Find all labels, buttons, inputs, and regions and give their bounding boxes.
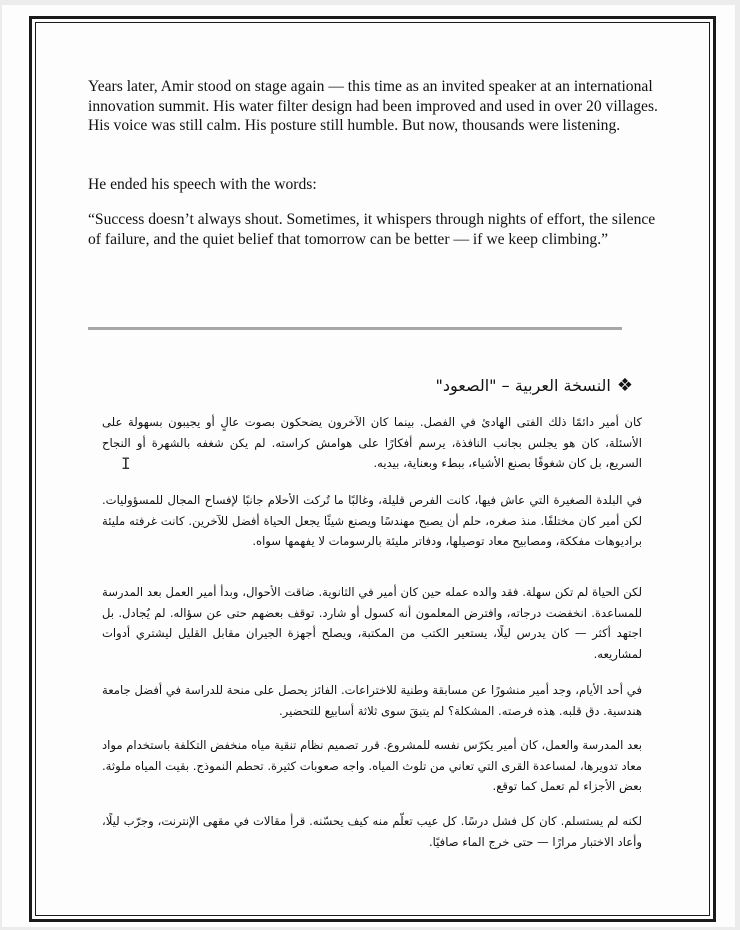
text-cursor-icon: I bbox=[121, 454, 131, 473]
english-paragraph-1: Years later, Amir stood on stage again — this time as an invited speaker at an international innovation summit. His water filter design had been improved and used in over 20 villages. His voice was still calm. His posture still humble. But now, thousands were listening. bbox=[88, 78, 658, 134]
document-page bbox=[2, 5, 735, 927]
arabic-paragraph-4: في أحد الأيام، وجد أمير منشورًا عن مسابقة وطنية للاختراعات. الفائز يحصل على منحة للدراسة في أفضل جامعة هندسية. دق قلبه. هذه فرصته. المشكلة؟ لم يتبقَ سوى ثلاثة أسابيع للتحضير. bbox=[102, 683, 642, 718]
arabic-title-text: النسخة العربية – "الصعود" bbox=[435, 376, 611, 395]
arabic-paragraph-5: بعد المدرسة والعمل، كان أمير يكرّس نفسه للمشروع. قرر تصميم نظام تنقية مياه منخفض التكلفة باستخدام مواد معاد تدويرها، لمساعدة القرى التي تعاني من تلوث المياه. واجه صعوبات كثيرة. تحطم النموذج. بقيت المياه ملوثة. بعض الأجزاء لم تعمل كما توقع. bbox=[101, 738, 642, 793]
arabic-paragraph-1: كان أمير دائمًا ذلك الفتى الهادئ في الفصل. بينما كان الآخرون يضحكون بصوت عالٍ أو يجيبون بسهولة على الأسئلة، كان هو يجلس بجانب النافذة، يرسم أفكارًا على هوامش كراسته. لم يكن شغفه بالشهرة أو النجاح السريع، بل كان شغوفًا بصنع الأشياء، ببطء وبعناية، بيديه. bbox=[102, 415, 642, 470]
arabic-paragraph-6: لكنه لم يستسلم. كان كل فشل درسًا. كل عيب تعلّم منه كيف يحسّنه. قرأ مقالات في مقهى الإنترنت، وجرّب ليلًا، وأعاد الاختبار مرارًا — حتى خرج الماء صافيًا. bbox=[102, 814, 642, 849]
arabic-section-title bbox=[436, 373, 633, 399]
arabic-paragraph-3: لكن الحياة لم تكن سهلة. فقد والده عمله حين كان أمير في الثانوية. ضاقت الأحوال، وبدأ أمير العمل بعد المدرسة للمساعدة. انخفضت درجاته، وافترض المعلمون أنه كسول أو شارد. توقف بعضهم حتى عن سؤاله. لم يُجادل. بل اجتهد أكثر — كان يدرس ليلًا، يستعير الكتب من المكتبة، ويصلح أجهزة الجيران مقابل القليل ليشتري أدوات لمشاريعه. bbox=[102, 585, 642, 661]
diamond-bullet-icon: ❖ bbox=[616, 375, 633, 396]
english-paragraph-2: He ended his speech with the words: bbox=[88, 176, 317, 193]
arabic-paragraph-2: في البلدة الصغيرة التي عاش فيها، كانت الفرص قليلة، وغالبًا ما تُركت الأحلام جانبًا لإفساح المجال للمسؤوليات. لكن أمير كان مختلفًا. منذ صغره، حلم أن يصبح مهندسًا ويصنع شيئًا يجعل الحياة أفضل للآخرين. كانت غرفته مليئة براديوهات مفككة، ومصابيح معاد توصيلها، ودفاتر مليئة بالرسومات لا يفهمها سواه. bbox=[102, 493, 642, 548]
horizontal-rule bbox=[88, 327, 622, 330]
english-quote: “Success doesn’t always shout. Sometimes, it whispers through nights of effort, the silence of failure, and the quiet belief that tomorrow can be better — if we keep climbing.” bbox=[88, 211, 656, 248]
